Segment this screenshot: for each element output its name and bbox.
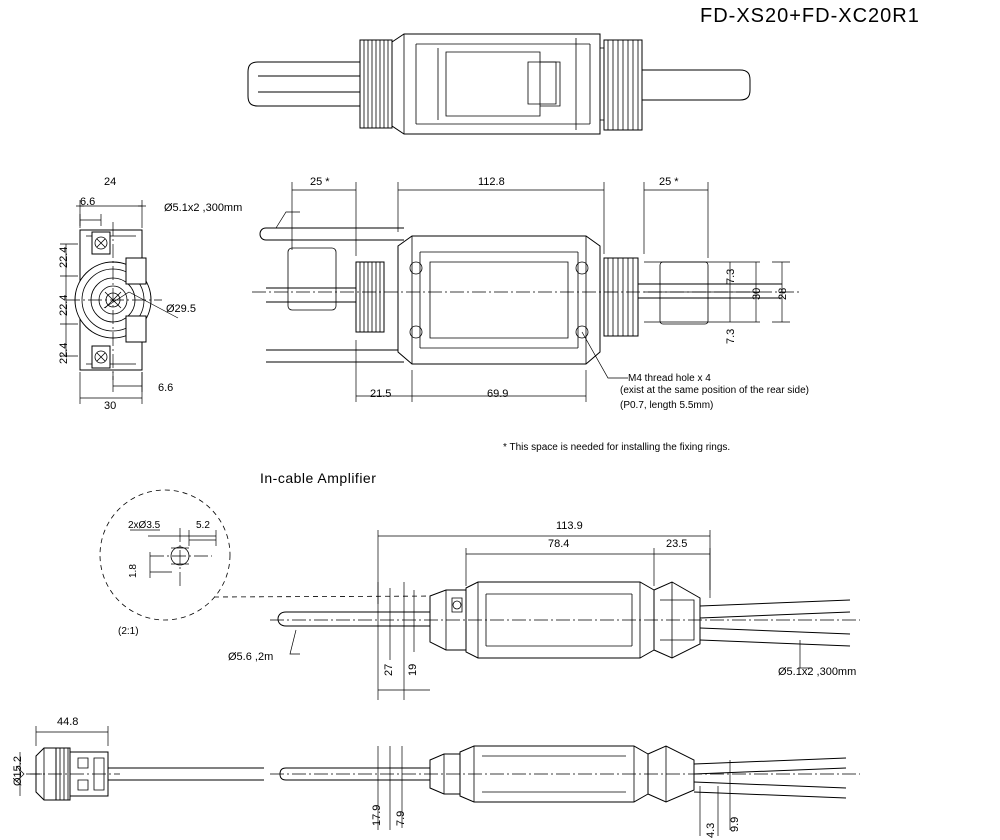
- note-fixing-ring-space: * This space is needed for installing the fixing rings.: [503, 442, 731, 453]
- dim-30-side: 30: [751, 287, 763, 300]
- dim-22-4-b: 22.4: [58, 294, 70, 316]
- dim-19: 19: [407, 663, 419, 676]
- dim-21-5: 21.5: [370, 388, 392, 400]
- dim-6-6-bottom: 6.6: [158, 382, 174, 394]
- dim-28: 28: [777, 287, 789, 300]
- dim-9-9: 9.9: [729, 816, 741, 832]
- dim-78-4: 78.4: [548, 538, 570, 550]
- page-title: FD-XS20+FD-XC20R1: [700, 5, 920, 27]
- dim-27: 27: [383, 663, 395, 676]
- dim-23-5: 23.5: [666, 538, 688, 550]
- in-cable-amplifier-view: [270, 530, 860, 700]
- dim-dia-5-1x2-300mm-a: Ø5.1x2 ,300mm: [164, 202, 243, 214]
- dim-44-8: 44.8: [57, 716, 79, 728]
- dim-24: 24: [104, 176, 117, 188]
- note-m4-line1: M4 thread hole x 4: [628, 373, 711, 384]
- dim-7-3-top: 7.3: [725, 268, 737, 284]
- dim-dia-29-5: Ø29.5: [166, 303, 196, 315]
- dim-1-8: 1.8: [128, 564, 139, 578]
- detail-2to1: [100, 490, 446, 620]
- note-m4-line2: (exist at the same position of the rear side): [620, 385, 809, 396]
- dim-25-right: 25 *: [659, 176, 679, 188]
- dim-113-9: 113.9: [556, 520, 583, 532]
- front-end-view: [60, 200, 178, 404]
- dim-2x-dia-3-5: 2xØ3.5: [128, 520, 161, 531]
- dim-4-3: 4.3: [705, 822, 717, 838]
- dim-69-9: 69.9: [487, 388, 509, 400]
- dim-7-9: 7.9: [395, 810, 407, 826]
- dim-dia-5-1x2-300mm-b: Ø5.1x2 ,300mm: [778, 666, 857, 678]
- dim-25-left: 25 *: [310, 176, 330, 188]
- dim-22-4-c: 22.4: [58, 342, 70, 364]
- dim-dia-5-6-2m: Ø5.6 ,2m: [228, 651, 274, 663]
- dim-7-3-bottom: 7.3: [725, 328, 737, 344]
- dim-6-6-top: 6.6: [80, 196, 96, 208]
- dim-22-4-a: 22.4: [58, 246, 70, 268]
- note-m4-line3: (P0.7, length 5.5mm): [620, 400, 714, 411]
- dim-112-8: 112.8: [478, 176, 505, 188]
- assembled-top-view: [248, 34, 750, 134]
- dim-5-2: 5.2: [196, 520, 210, 531]
- dim-dia-15-2: Ø15.2: [12, 756, 24, 786]
- section-label-in-cable-amplifier: In-cable Amplifier: [260, 470, 377, 486]
- amplifier-side-view: [252, 182, 800, 402]
- detail-scale-2to1: (2:1): [118, 626, 139, 637]
- dim-17-9: 17.9: [371, 804, 383, 826]
- dim-30-front: 30: [104, 400, 117, 412]
